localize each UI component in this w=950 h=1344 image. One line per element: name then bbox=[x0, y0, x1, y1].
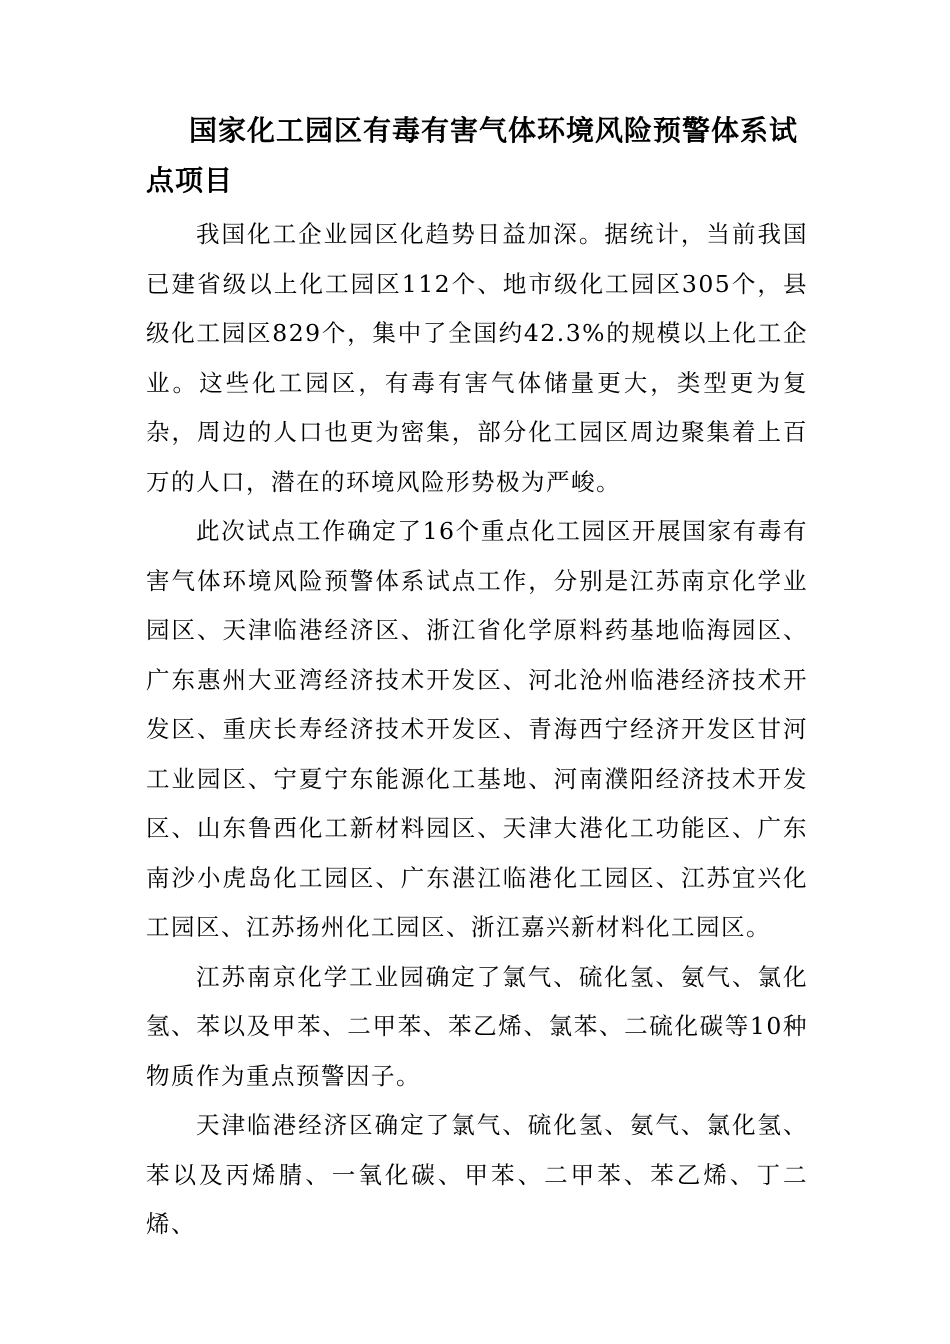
paragraph-pilot-parks: 此次试点工作确定了16个重点化工园区开展国家有毒有害气体环境风险预警体系试点工作，分别是江苏南京化学业园区、天津临港经济区、浙江省化学原料药基地临海园区、广东惠州大亚湾经济技术开发区、河北沧州临港经济技术开发区、重庆长寿经济技术开发区、青海西宁经济开发区甘河工业园区、宁夏宁东能源化工基地、河南濮阳经济技术开发区、山东鲁西化工新材料园区、天津大港化工功能区、广东南沙小虎岛化工园区、广东湛江临港化工园区、江苏宜兴化工园区、江苏扬州化工园区、浙江嘉兴新材料化工园区。 bbox=[146, 517, 808, 941]
document-title: 国家化工园区有毒有害气体环境风险预警体系试点项目 bbox=[146, 114, 799, 197]
paragraph-tianjin: 天津临港经济区确定了氯气、硫化氢、氨气、氯化氢、苯以及丙烯腈、一氧化碳、甲苯、二甲苯、苯乙烯、丁二烯、 bbox=[146, 1111, 808, 1238]
paragraph-nanjing: 江苏南京化学工业园确定了氯气、硫化氢、氨气、氯化氢、苯以及甲苯、二甲苯、苯乙烯、氯苯、二硫化碳等10种物质作为重点预警因子。 bbox=[146, 962, 808, 1090]
paragraph-intro: 我国化工企业园区化趋势日益加深。据统计，当前我国已建省级以上化工园区112个、地市级化工园区305个，县级化工园区829个，集中了全国约42.3%的规模以上化工企业。这些化工园区，有毒有害气体储量更大，类型更为复杂，周边的人口也更为密集，部分化工园区周边聚集着上百万的人口，潜在的环境风险形势极为严峻。 bbox=[146, 220, 808, 496]
document-body bbox=[146, 210, 808, 1250]
